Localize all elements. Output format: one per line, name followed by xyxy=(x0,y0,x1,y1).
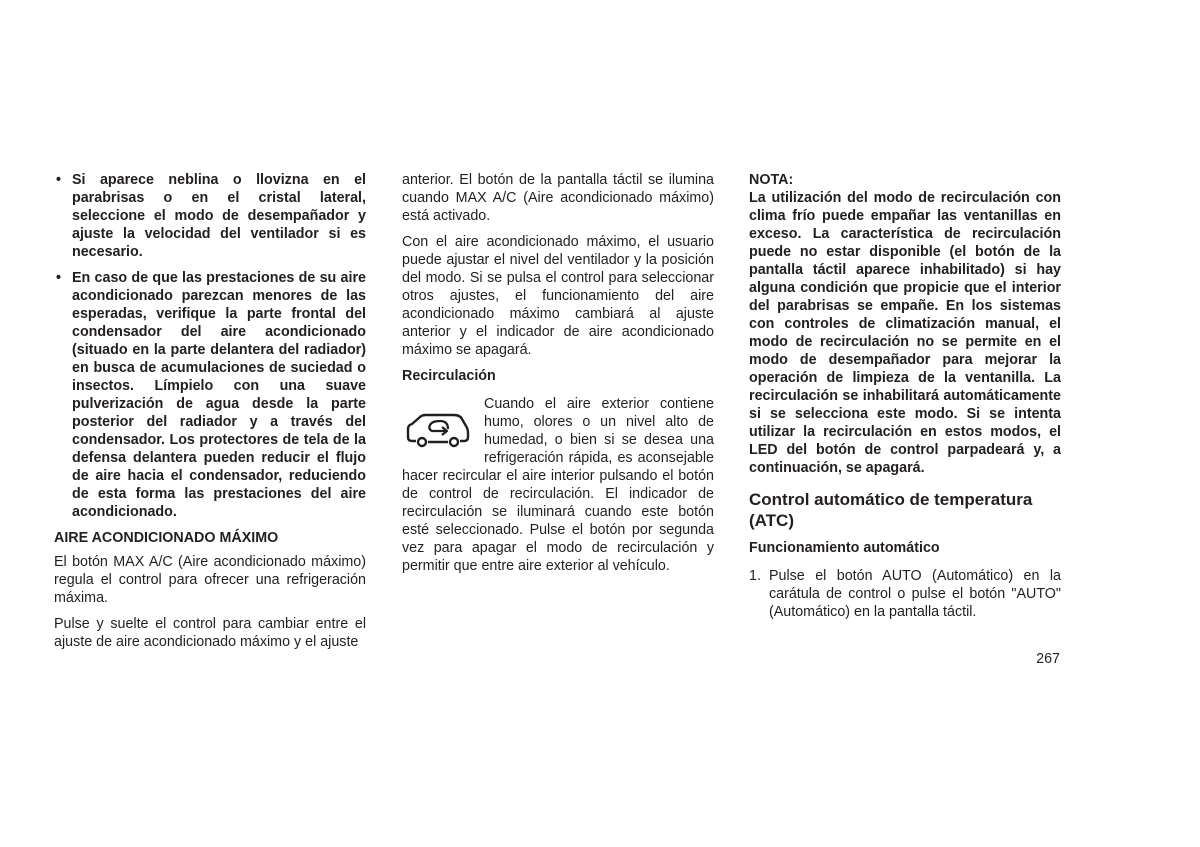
column-middle xyxy=(402,171,714,575)
bullet-marker: • xyxy=(56,270,62,286)
subheading-auto-operation: Funcionamiento automático xyxy=(749,540,940,556)
page-number: 267 xyxy=(1036,651,1060,667)
recirculation-description: Cuando el aire exterior contiene humo, olores o un nivel alto de humedad, o bien si se desea una refrigeración rápida, es aconsejable hacer recircular el aire interior pulsando el botón de control de recirculación. El indicador de recirculación se iluminará cuando este botón esté seleccionado. Pulse el botón por segunda vez para apagar el modo de recirculación y permitir que entre aire exterior al vehículo. xyxy=(402,396,714,574)
paragraph: El botón MAX A/C (Aire acondicionado máximo) regula el control para ofrecer una refrigeración máxima. xyxy=(54,554,366,606)
paragraph: Con el aire acondicionado máximo, el usuario puede ajustar el nivel del ventilador y la posición del modo. Si se pulsa el control para seleccionar otros ajustes, el funcionamiento del aire acondicionado máximo cambiará al ajuste anterior y el indicador de aire acondicionado máximo se apagará. xyxy=(402,234,714,358)
column-right xyxy=(749,171,1061,621)
bullet-list xyxy=(54,171,366,521)
paragraph: Pulse y suelte el control para cambiar entre el ajuste de aire acondicionado máximo y el ajuste xyxy=(54,616,366,650)
recirculation-icon xyxy=(402,409,472,449)
column-left xyxy=(54,171,366,659)
paragraph: anterior. El botón de la pantalla táctil se ilumina cuando MAX A/C (Aire acondicionado máximo) está activado. xyxy=(402,172,714,224)
list-item xyxy=(749,567,1061,621)
numbered-steps xyxy=(749,567,1061,621)
subheading-recirculation: Recirculación xyxy=(402,368,496,384)
list-item xyxy=(54,269,366,521)
note-label: NOTA: xyxy=(749,172,794,188)
recirculation-block xyxy=(402,395,714,575)
step-number: 1. xyxy=(749,568,761,584)
note-text: La utilización del modo de recirculación con clima frío puede empañar las ventanillas en exceso. La característica de recirculación puede no estar disponible (el botón de la pantalla táctil aparece inhabilitado) si hay alguna condición que propicie que el interior del parabrisas se empañe. En los sistemas con controles de climatización manual, el modo de recirculación no se permite en el modo de desempañador para mejorar la operación de limpieza de la ventanilla. La recirculación se inhabilitará automáticamente si se selecciona este modo. Si se intenta utilizar la recirculación en estos modos, el LED del botón de control parpadeará y, a continuación, se apagará. xyxy=(749,190,1061,476)
section-heading-max-ac: AIRE ACONDICIONADO MÁXIMO xyxy=(54,530,279,546)
bullet-text: En caso de que las prestaciones de su aire acondicionado parezcan menores de las esperadas, verifique la parte frontal del condensador del aire acondicionado (situado en la parte delantera del radiador) en busca de acumulaciones de suciedad o insectos. Límpielo con una suave pulverización de agua desde la parte posterior del radiador y a través del condensador. Los protectores de tela de la defensa delantera pueden reducir el flujo de aire hacia el condensador, reduciendo de esta forma las prestaciones del aire acondicionado. xyxy=(72,270,366,520)
section-title-atc: Control automático de temperatura (ATC) xyxy=(749,490,1033,530)
list-item xyxy=(54,171,366,261)
step-text: Pulse el botón AUTO (Automático) en la carátula de control o pulse el botón "AUTO" (Automático) en la pantalla táctil. xyxy=(769,568,1061,620)
bullet-marker: • xyxy=(56,172,62,188)
bullet-text: Si aparece neblina o llovizna en el parabrisas o en el cristal lateral, seleccione el modo de desempañador y ajuste la velocidad del ventilador si es necesario. xyxy=(72,172,366,260)
